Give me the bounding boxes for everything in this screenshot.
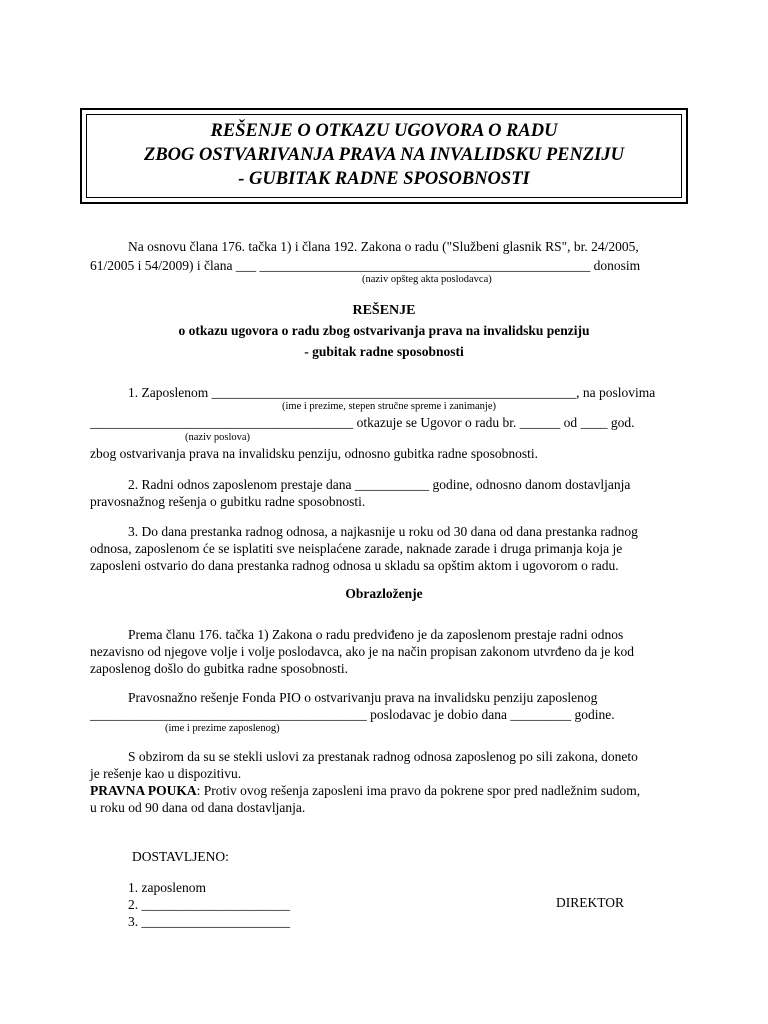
item1-note-2: (naziv poslova) [185,432,251,443]
title-box [80,108,688,204]
para1-line-2: nezavisno od njegove volje i volje poslodavca, ako je na način propisan zakonom utvrđeno da je kod [90,644,634,659]
item3-line-2: odnosa, zaposlenom će se isplatiti sve neisplaćene zarade, naknade zarade i druga primanja koja je [90,541,623,556]
dostavljeno-item-2: 2. ______________________ [128,897,290,912]
dostavljeno-item-3: 3. ______________________ [128,914,290,929]
item2-line-1: 2. Radni odnos zaposlenom prestaje dana ___________ godine, odnosno danom dostavljanja [128,477,631,492]
para2-note: (ime i prezime zaposlenog) [165,723,280,734]
intro-line-1: Na osnovu člana 176. tačka 1) i člana 192. Zakona o radu ("Službeni glasnik RS", br. 24/2005, [128,239,639,254]
heading-line-3: - gubitak radne sposobnosti [304,344,464,359]
para3-line-2: je rešenje kao u dispozitivu. [90,766,242,781]
heading-resenje: REŠENJE [352,303,416,318]
item3-line-3: zaposleni ostvario do dana prestanka radnog odnosa u skladu sa opštim aktom i ugovorom o radu. [90,558,619,573]
pouka-line-2: u roku od 90 dana od dana dostavljanja. [90,800,306,815]
title-line-1: REŠENJE O OTKAZU UGOVORA O RADU [210,121,558,141]
para1-line-3: zaposlenog došlo do gubitka radne sposobnosti. [90,661,348,676]
pouka-text: : Protiv ovog rešenja zaposleni ima pravo da pokrene spor pred nadležnim sudom, [196,783,641,798]
title-line-3: - GUBITAK RADNE SPOSOBNOSTI [238,169,530,189]
intro-line-2: 61/2005 i 54/2009) i člana ___ _________________________________________________ donosim [90,258,641,273]
dostavljeno-item-1: 1. zaposlenom [128,880,206,895]
intro-note: (naziv opšteg akta poslodavca) [362,274,492,285]
pouka-label: PRAVNA POUKA [90,783,197,798]
item3-line-1: 3. Do dana prestanka radnog odnosa, a najkasnije u roku od 30 dana od dana prestanka radnog [128,524,638,539]
item1-line-3: zbog ostvarivanja prava na invalidsku penziju, odnosno gubitka radne sposobnosti. [90,446,539,461]
heading-line-2: o otkazu ugovora o radu zbog ostvarivanja prava na invalidsku penziju [178,323,590,338]
para3-line-1: S obzirom da su se stekli uslovi za prestanak radnog odnosa zaposlenog po sili zakona, doneto [128,749,638,764]
dostavljeno-label: DOSTAVLJENO: [132,849,229,864]
pouka-line-1 [90,782,640,799]
para2-line-1: Pravosnažno rešenje Fonda PIO o ostvarivanju prava na invalidsku penziju zaposlenog [128,690,598,705]
item1-line-1: 1. Zaposlenom ______________________________________________________, na poslovima [128,385,656,400]
para1-line-1: Prema članu 176. tačka 1) Zakona o radu predviđeno je da zaposlenom prestaje radni odnos [128,627,624,642]
direktor-signature-label: DIREKTOR [556,895,625,910]
item1-note-1: (ime i prezime, stepen stručne spreme i zanimanje) [282,401,496,412]
para2-line-2: _________________________________________ poslodavac je dobio dana _________ godine. [90,707,615,722]
obrazlozenje-heading: Obrazloženje [345,586,423,601]
item2-line-2: pravosnažnog rešenja o gubitku radne sposobnosti. [90,494,366,509]
item1-line-2: _______________________________________ otkazuje se Ugovor o radu br. ______ od ____ god. [90,415,635,430]
title-line-2: ZBOG OSTVARIVANJA PRAVA NA INVALIDSKU PENZIJU [144,145,624,165]
